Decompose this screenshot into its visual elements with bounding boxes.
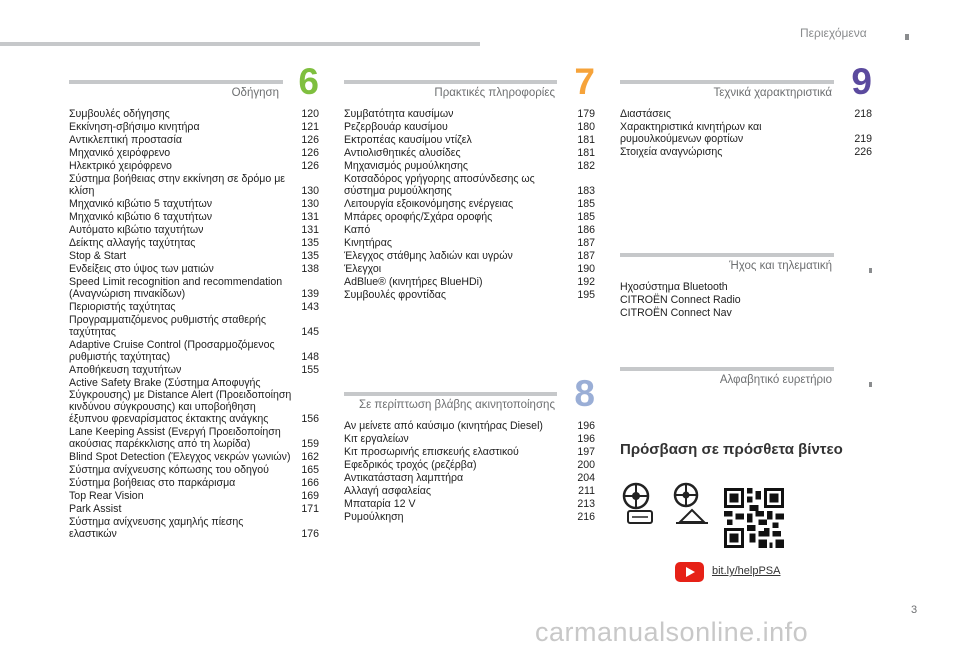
section-index [620,350,872,395]
toc-entry-page: 155 [301,364,319,376]
toc-entry-page: 196 [577,420,595,432]
toc-entry[interactable] [69,314,319,338]
toc-entry[interactable] [344,420,595,432]
toc-entry[interactable] [344,459,595,471]
toc-entry[interactable] [344,211,595,223]
section-title: Αλφαβητικό ευρετήριο [719,374,832,386]
entry-list [344,108,595,302]
toc-entry[interactable] [69,301,319,313]
section-line [344,80,557,84]
toc-entry-title: Σύστημα βοήθειας στο παρκάρισμα [69,477,236,489]
toc-entry-page: 197 [577,446,595,458]
section-6 [69,63,319,608]
section-number: 9 [851,61,872,102]
toc-entry[interactable] [69,490,319,502]
toc-entry-title: Σύστημα ανίχνευσης χαμηλής πίεσης ελαστικών [69,516,244,540]
toc-entry[interactable] [69,263,319,275]
section-line [620,253,834,257]
toc-entry-page: 165 [301,464,319,476]
toc-entry-title: Αποθήκευση ταχυτήτων [69,364,182,376]
toc-entry-page: 182 [577,160,595,172]
toc-entry[interactable] [69,134,319,146]
toc-entry[interactable] [620,294,872,306]
toc-entry-title: Μηχανικό κιβώτιο 5 ταχυτήτων [69,198,213,210]
toc-entry-page: 187 [577,250,595,262]
toc-entry-title: Active Safety Brake (Σύστημα Αποφυγής Σύγκρουσης) με Distance Alert (Προειδοποίηση κινδύνου σύγκρουσης) και υποβοήθηση έξυπνου φρεναρίσματος έκτακτης ανάγκης [69,377,292,425]
toc-entry[interactable] [69,364,319,376]
toc-entry-title: Δείκτης αλλαγής ταχύτητας [69,237,196,249]
toc-entry-title: Blind Spot Detection (Έλεγχος νεκρών γωνιών) [69,451,291,463]
toc-entry-page: 135 [301,250,319,262]
video-section-title: Πρόσβαση σε πρόσθετα βίντεο [620,441,843,458]
toc-entry-page: 195 [577,289,595,301]
toc-entry[interactable] [69,198,319,210]
toc-entry-title: Έλεγχος στάθμης λαδιών και υγρών [344,250,513,262]
toc-entry-page: 166 [301,477,319,489]
toc-entry-title: Adaptive Cruise Control (Προσαρμοζόμενος ρυθμιστής ταχύτητας) [69,339,275,363]
toc-entry-title: Εφεδρικός τροχός (ρεζέρβα) [344,459,477,471]
toc-entry-page: 216 [577,511,595,523]
toc-entry-title: Lane Keeping Assist (Ενεργή Προειδοποίηση ακούσιας παρέκκλισης από τη λωρίδα) [69,426,281,450]
toc-entry[interactable] [344,511,595,523]
toc-entry-page: 145 [301,326,319,338]
section-marker [869,382,872,387]
section-title: Σε περίπτωση βλάβης ακινητοποίησης [358,399,555,411]
toc-entry[interactable] [620,281,872,293]
toc-entry-page: 138 [301,263,319,275]
section-number: 6 [298,61,319,102]
toc-entry-page: 213 [577,498,595,510]
toc-entry[interactable] [69,339,319,363]
toc-entry[interactable] [69,516,319,540]
toc-entry-title: Εκτροπέας καυσίμου ντίζελ [344,134,472,146]
toc-entry-page: 200 [577,459,595,471]
toc-entry-title: Διαστάσεις [620,108,671,120]
toc-entry[interactable] [69,426,319,450]
toc-entry[interactable] [69,211,319,223]
toc-entry-page: 185 [577,211,595,223]
section-line [69,80,283,84]
toc-entry-title: Χαρακτηριστικά κινητήρων και ρυμουλκούμενων φορτίων [620,121,762,145]
toc-entry-title: Συμβουλές φροντίδας [344,289,447,301]
toc-entry[interactable] [620,121,872,145]
toc-entry-page: 185 [577,198,595,210]
toc-entry-page: 159 [301,438,319,450]
toc-entry-page: 130 [301,198,319,210]
toc-entry-title: Αυτόματο κιβώτιο ταχυτήτων [69,224,204,236]
toc-entry[interactable] [344,173,595,197]
toc-entry-page: 126 [301,134,319,146]
toc-entry-title: Αντιολισθητικές αλυσίδες [344,147,461,159]
toc-entry[interactable] [69,224,319,236]
entry-list [344,420,595,524]
toc-entry[interactable] [69,250,319,262]
toc-entry-title: Ρυμούλκηση [344,511,404,523]
toc-entry-page: 211 [578,485,595,497]
section-sound-telematics [620,236,872,336]
toc-entry-title: Top Rear Vision [69,490,144,502]
toc-entry-page: 183 [577,185,595,197]
toc-entry[interactable] [344,224,595,236]
section-title: Ήχος και τηλεματική [729,260,832,272]
toc-entry-title: Ρεζερβουάρ καυσίμου [344,121,448,133]
toc-entry[interactable] [620,307,872,319]
toc-entry[interactable] [344,433,595,445]
toc-entry[interactable] [620,108,872,120]
toc-entry-page: 126 [301,147,319,159]
qr-code-icon [724,488,784,548]
toc-entry-title: Μπάρες οροφής/Σχάρα οροφής [344,211,493,223]
toc-entry[interactable] [344,160,595,172]
toc-entry[interactable] [344,263,595,275]
toc-entry[interactable] [344,289,595,301]
toc-entry-title: Καπό [344,224,371,236]
toc-entry-title: Κιτ εργαλείων [344,433,409,445]
toc-entry[interactable] [69,237,319,249]
youtube-icon[interactable] [675,562,704,582]
toc-entry-title: Μηχανισμός ρυμούλκησης [344,160,468,172]
section-7 [344,63,595,353]
toc-entry-page: 204 [577,472,595,484]
toc-entry[interactable] [344,147,595,159]
toc-entry-page: 162 [301,451,319,463]
toc-entry-title: Speed Limit recognition and recommendation (Αναγνώριση πινακίδων) [69,276,283,300]
toc-entry-title: Κινητήρας [344,237,392,249]
toc-entry-title: Κιτ προσωρινής επισκευής ελαστικού [344,446,519,458]
entry-list [620,281,872,320]
toc-entry[interactable] [69,451,319,463]
wheel-tools-icon [618,480,666,528]
toc-entry[interactable] [344,472,595,484]
entry-list [620,108,872,159]
toc-entry-title: Κοτσαδόρος γρήγορης αποσύνδεσης ως σύστημα ρυμούλκησης [344,173,535,197]
toc-entry[interactable] [69,477,319,489]
toc-entry[interactable] [69,121,319,133]
toc-entry[interactable] [69,173,319,197]
toc-entry[interactable] [344,198,595,210]
toc-entry[interactable] [69,377,319,425]
watermark: carmanualsonline.info [535,617,809,647]
section-line [620,367,834,371]
toc-entry-page: 126 [301,160,319,172]
section-title: Πρακτικές πληροφορίες [434,87,555,99]
toc-entry-title: Αν μείνετε από καύσιμο (κινητήρας Diesel) [344,420,543,432]
toc-entry-page: 181 [577,134,595,146]
toc-entry-title: Σύστημα ανίχνευσης κόπωσης του οδηγού [69,464,269,476]
toc-entry-page: 190 [577,263,595,275]
toc-entry-page: 176 [301,528,319,540]
header-marker [905,34,909,40]
toc-entry-page: 219 [854,133,872,145]
toc-entry-page: 180 [577,121,595,133]
toc-entry-title: Ενδείξεις στο ύψος των ματιών [69,263,214,275]
toc-entry-page: 169 [301,490,319,502]
toc-entry[interactable] [69,147,319,159]
tyre-repair-icon [670,480,718,528]
toc-entry[interactable] [69,276,319,300]
toc-entry[interactable] [344,134,595,146]
toc-entry-page: 143 [301,301,319,313]
toc-entry-title: Stop & Start [69,250,127,262]
section-number: 7 [574,61,595,102]
toc-entry-title: Park Assist [69,503,122,515]
toc-entry[interactable] [69,108,319,120]
toc-entry-title: Μηχανικό κιβώτιο 6 ταχυτήτων [69,211,213,223]
toc-entry-page: 135 [301,237,319,249]
toc-entry-title: Ηχοσύστημα Bluetooth [620,281,728,293]
toc-entry-page: 196 [577,433,595,445]
toc-entry-title: Συμβουλές οδήγησης [69,108,170,120]
toc-entry-title: Αλλαγή ασφαλείας [344,485,432,497]
toc-entry-title: AdBlue® (κινητήρες BlueHDi) [344,276,483,288]
toc-entry-page: 121 [301,121,319,133]
page-header-title: Περιεχόμενα [800,26,867,40]
toc-entry[interactable] [344,276,595,288]
toc-entry-title: Συμβατότητα καυσίμων [344,108,454,120]
video-link[interactable]: bit.ly/helpPSA [712,565,781,577]
toc-entry-page: 131 [301,224,319,236]
toc-entry-page: 226 [854,146,872,158]
toc-entry-page: 139 [301,288,319,300]
toc-entry-page: 130 [301,185,319,197]
toc-entry[interactable] [344,498,595,510]
toc-entry-page: 192 [577,276,595,288]
toc-entry-page: 156 [301,413,319,425]
section-line [620,80,834,84]
toc-entry-title: Μπαταρία 12 V [344,498,416,510]
toc-entry-title: Μηχανικό χειρόφρενο [69,147,171,159]
toc-entry-page: 179 [577,108,595,120]
toc-entry-title: Έλεγχοι [344,263,382,275]
toc-entry-page: 187 [577,237,595,249]
section-8 [344,375,595,555]
toc-entry-title: Προγραμματιζόμενος ρυθμιστής σταθερής ταχύτητας [69,314,266,338]
toc-entry[interactable] [344,485,595,497]
entry-list [69,108,319,541]
section-marker [869,268,872,273]
section-title: Οδήγηση [231,87,279,99]
toc-entry[interactable] [344,237,595,249]
section-number: 8 [574,373,595,414]
toc-entry-page: 186 [577,224,595,236]
toc-entry[interactable] [620,146,872,158]
section-line [344,392,557,396]
toc-entry-page: 171 [301,503,319,515]
toc-entry-title: Εκκίνηση-σβήσιμο κινητήρα [69,121,200,133]
toc-entry-page: 218 [854,108,872,120]
toc-entry-title: Αντικλεπτική προστασία [69,134,182,146]
toc-entry[interactable] [69,464,319,476]
toc-entry-title: Λειτουργία εξοικονόμησης ενέργειας [344,198,514,210]
section-9 [620,63,872,183]
toc-entry[interactable] [344,108,595,120]
section-title: Τεχνικά χαρακτηριστικά [713,87,832,99]
toc-entry-page: 148 [301,351,319,363]
toc-entry[interactable] [344,446,595,458]
page-number: 3 [911,604,918,616]
toc-entry-page: 120 [301,108,319,120]
toc-entry-page: 181 [577,147,595,159]
toc-entry[interactable] [69,160,319,172]
toc-entry-title: Στοιχεία αναγνώρισης [620,146,723,158]
toc-entry-title: Σύστημα βοήθειας στην εκκίνηση σε δρόμο με κλίση [69,173,286,197]
toc-entry-title: Αντικατάσταση λαμπτήρα [344,472,464,484]
toc-entry[interactable] [69,503,319,515]
toc-entry-title: CITROËN Connect Nav [620,307,732,319]
toc-entry-title: Ηλεκτρικό χειρόφρενο [69,160,172,172]
toc-entry[interactable] [344,121,595,133]
top-bar [0,42,480,46]
toc-entry-title: CITROËN Connect Radio [620,294,741,306]
toc-entry-title: Περιοριστής ταχύτητας [69,301,176,313]
toc-entry[interactable] [344,250,595,262]
toc-entry-page: 131 [301,211,319,223]
